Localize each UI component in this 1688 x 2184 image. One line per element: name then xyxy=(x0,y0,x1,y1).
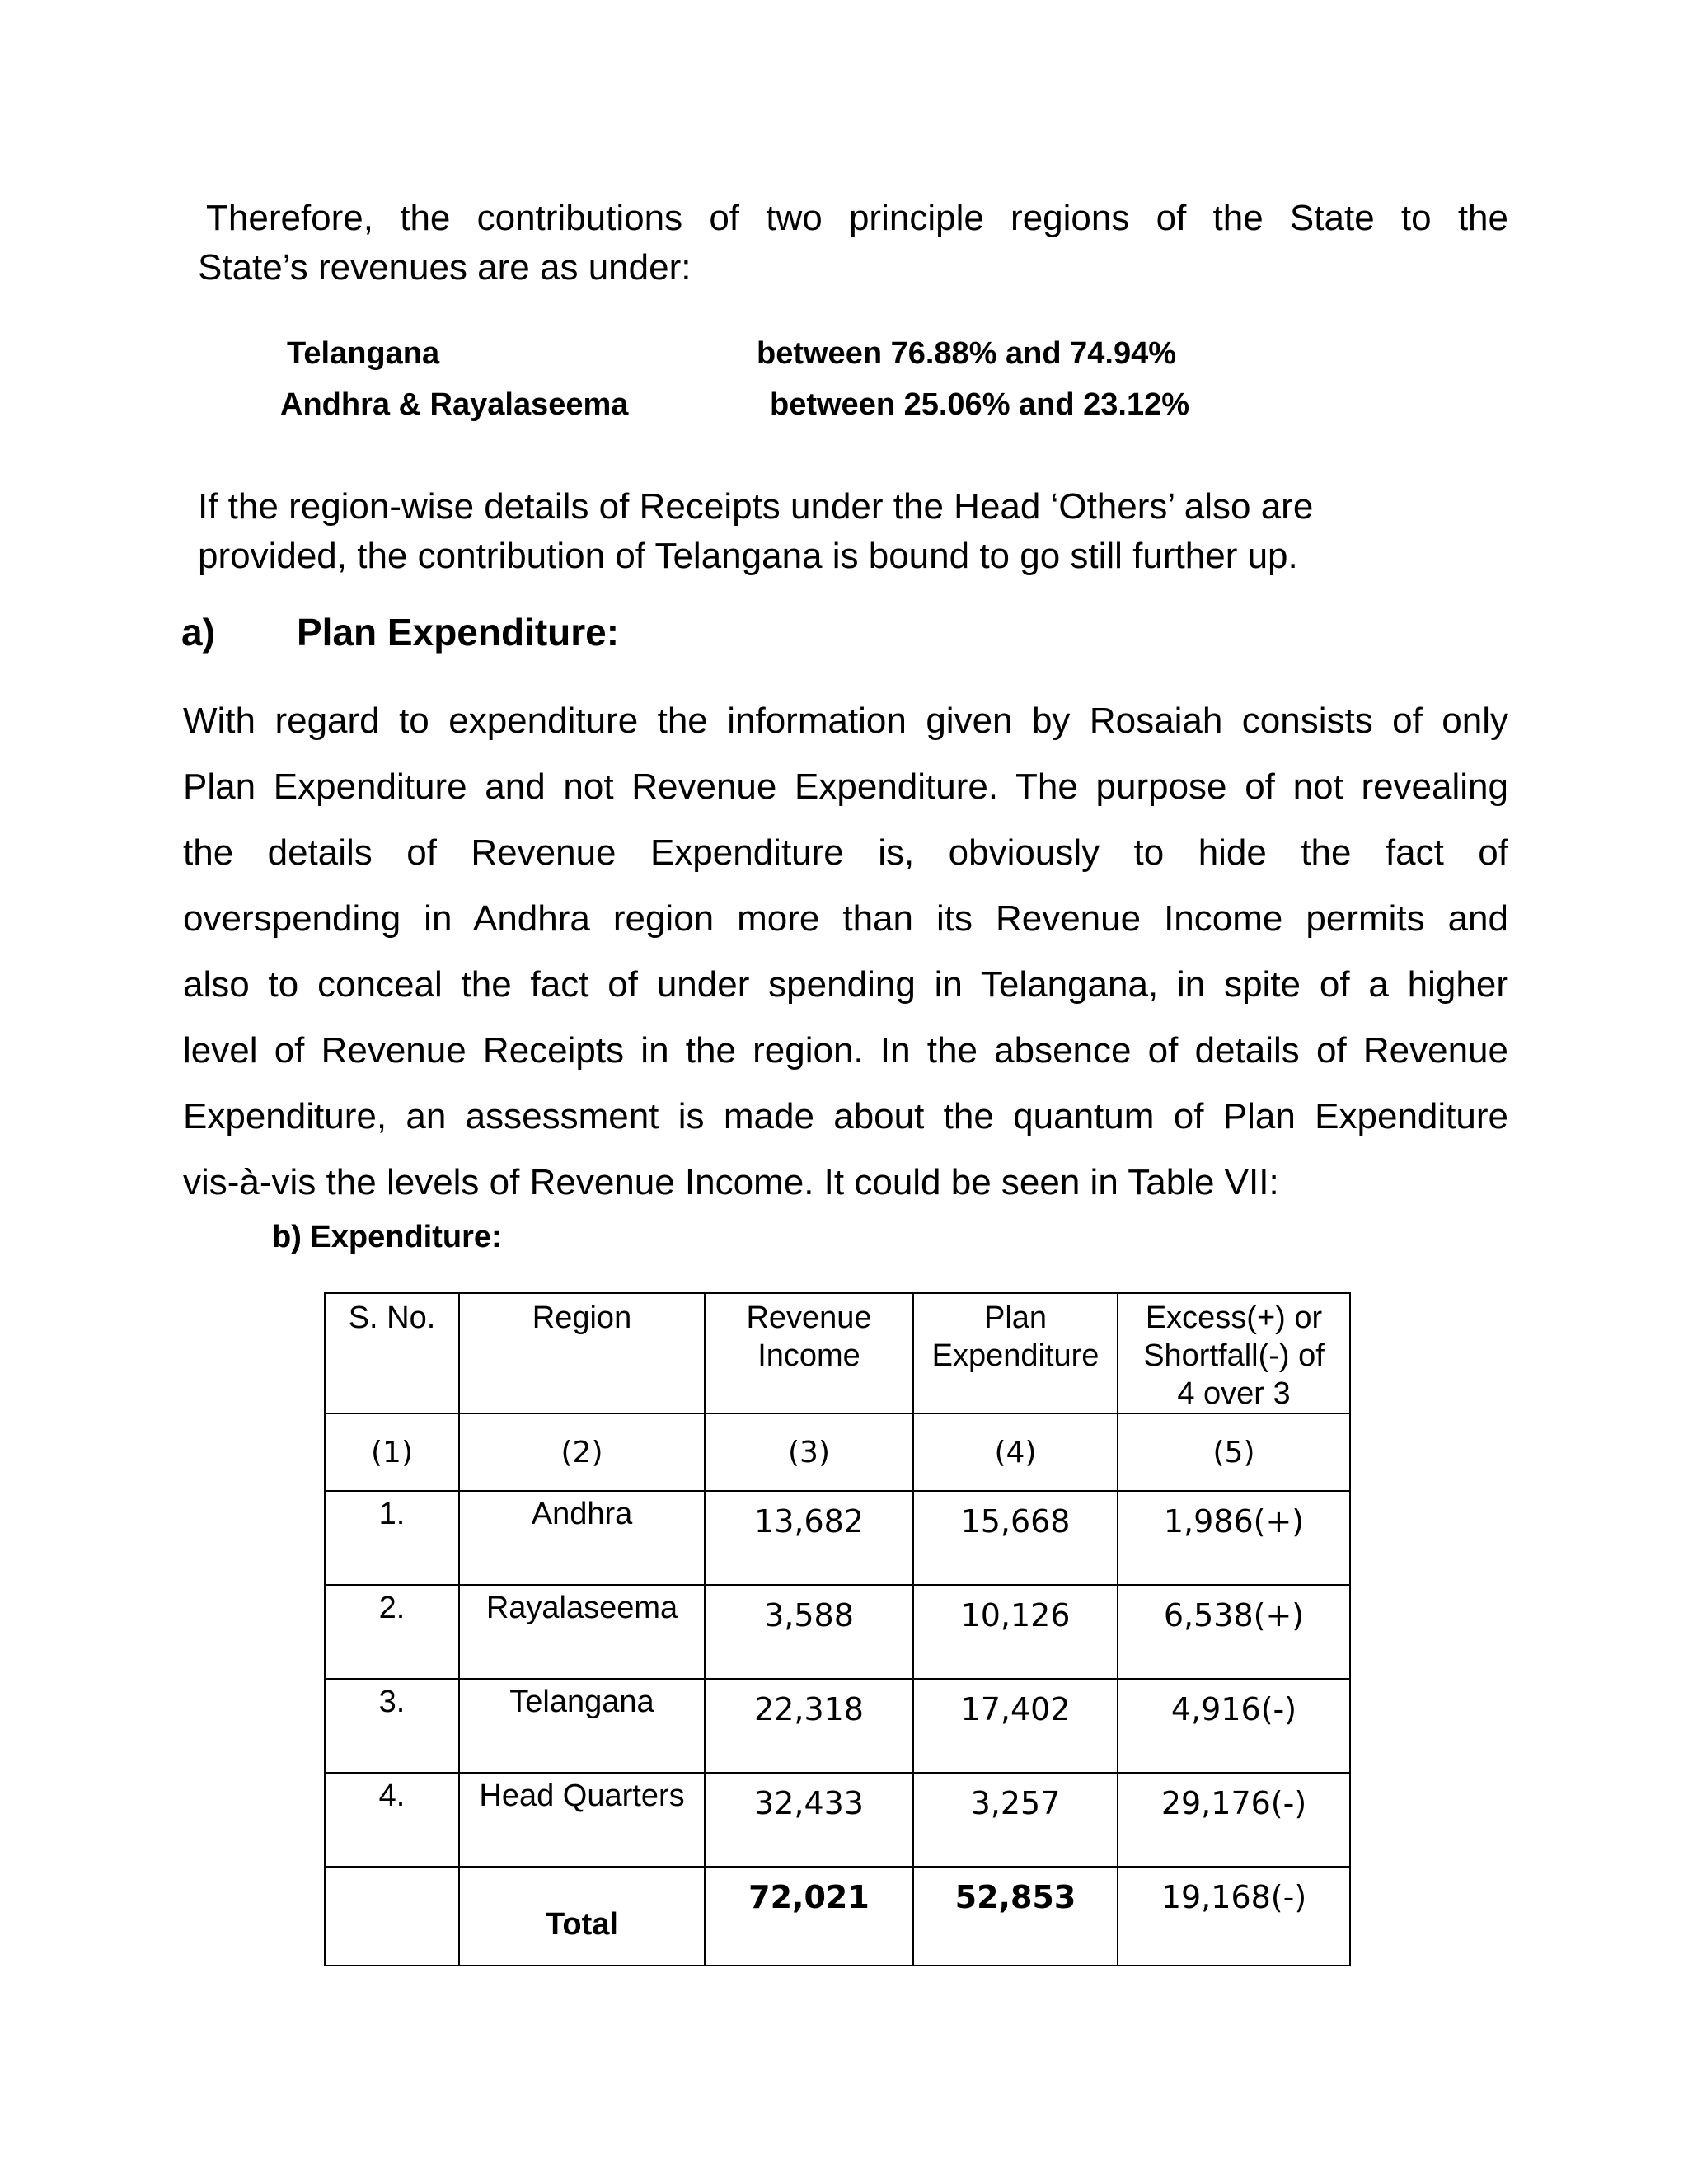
cell-total-label: Total xyxy=(459,1867,705,1966)
cell-sno: 3. xyxy=(325,1679,459,1773)
table-header-row xyxy=(325,1293,1350,1413)
cell-revenue: 32,433 xyxy=(705,1773,913,1867)
plan-expenditure-paragraph xyxy=(183,688,1508,1216)
section-a-marker: a) xyxy=(181,611,215,654)
intro-line-2: State’s revenues are as under: xyxy=(198,247,692,288)
paragraph-line: overspending in Andhra region more than its Revenue Income permits and xyxy=(183,898,1508,939)
cell-plan: 3,257 xyxy=(913,1773,1118,1867)
column-number: (1) xyxy=(325,1413,459,1491)
section-a-heading xyxy=(181,610,619,654)
cell-total-plan: 52,853 xyxy=(913,1867,1118,1966)
cell-sno: 4. xyxy=(325,1773,459,1867)
cell-region: Head Quarters xyxy=(459,1773,705,1867)
column-number: (3) xyxy=(705,1413,913,1491)
cell-total-revenue: 72,021 xyxy=(705,1867,913,1966)
section-a-title: Plan Expenditure: xyxy=(297,611,620,654)
cell-revenue: 13,682 xyxy=(705,1491,913,1585)
others-note-line-1: If the region-wise details of Receipts under the Head ‘Others’ also are xyxy=(198,486,1314,527)
column-number: (4) xyxy=(913,1413,1118,1491)
others-note-line-2: provided, the contribution of Telangana is bound to go still further up. xyxy=(198,536,1298,576)
expenditure-table xyxy=(324,1292,1351,1966)
cell-diff: 29,176(-) xyxy=(1118,1773,1350,1867)
column-number: (2) xyxy=(459,1413,705,1491)
cell-diff: 6,538(+) xyxy=(1118,1585,1350,1679)
cell-plan: 15,668 xyxy=(913,1491,1118,1585)
table-row xyxy=(325,1679,1350,1773)
table-row xyxy=(325,1491,1350,1585)
cell-revenue: 22,318 xyxy=(705,1679,913,1773)
header-revenue-income: Revenue Income xyxy=(705,1293,913,1413)
cell-region: Rayalaseema xyxy=(459,1585,705,1679)
section-b-heading: b) Expenditure: xyxy=(272,1220,502,1254)
column-number-row xyxy=(325,1413,1350,1491)
contribution-region-andhra-rayalaseema: Andhra & Rayalaseema xyxy=(280,387,629,422)
table-row xyxy=(325,1773,1350,1867)
intro-line-1: Therefore, the contributions of two principle regions of the State to the xyxy=(206,198,1508,238)
cell-region: Andhra xyxy=(459,1491,705,1585)
paragraph-line: vis-à-vis the levels of Revenue Income. It could be seen in Table VII: xyxy=(183,1162,1279,1202)
header-sno: S. No. xyxy=(325,1293,459,1413)
others-note-paragraph xyxy=(198,482,1434,581)
paragraph-line: also to conceal the fact of under spending in Telangana, in spite of a higher xyxy=(183,964,1508,1005)
table-row xyxy=(325,1585,1350,1679)
cell-plan: 17,402 xyxy=(913,1679,1118,1773)
column-number: (5) xyxy=(1118,1413,1350,1491)
cell-region: Telangana xyxy=(459,1679,705,1773)
paragraph-line: Expenditure, an assessment is made about the quantum of Plan Expenditure xyxy=(183,1096,1508,1137)
header-plan-expenditure: Plan Expenditure xyxy=(913,1293,1118,1413)
cell-revenue: 3,588 xyxy=(705,1585,913,1679)
cell-plan: 10,126 xyxy=(913,1585,1118,1679)
cell-sno-empty xyxy=(325,1867,459,1966)
cell-total-diff: 19,168(-) xyxy=(1118,1867,1350,1966)
table-total-row xyxy=(325,1867,1350,1966)
contribution-range-andhra-rayalaseema: between 25.06% and 23.12% xyxy=(770,387,1190,422)
paragraph-line: level of Revenue Receipts in the region. In the absence of details of Revenue xyxy=(183,1030,1508,1071)
cell-sno: 2. xyxy=(325,1585,459,1679)
intro-paragraph xyxy=(198,194,1508,293)
contribution-range-telangana: between 76.88% and 74.94% xyxy=(757,336,1177,371)
contribution-region-telangana: Telangana xyxy=(287,336,440,371)
cell-diff: 1,986(+) xyxy=(1118,1491,1350,1585)
paragraph-line: the details of Revenue Expenditure is, obviously to hide the fact of xyxy=(183,832,1508,873)
paragraph-line: With regard to expenditure the information given by Rosaiah consists of only xyxy=(183,701,1508,741)
header-excess-shortfall: Excess(+) or Shortfall(-) of 4 over 3 xyxy=(1118,1293,1350,1413)
paragraph-line: Plan Expenditure and not Revenue Expenditure. The purpose of not revealing xyxy=(183,766,1508,807)
cell-diff: 4,916(-) xyxy=(1118,1679,1350,1773)
cell-sno: 1. xyxy=(325,1491,459,1585)
header-region: Region xyxy=(459,1293,705,1413)
